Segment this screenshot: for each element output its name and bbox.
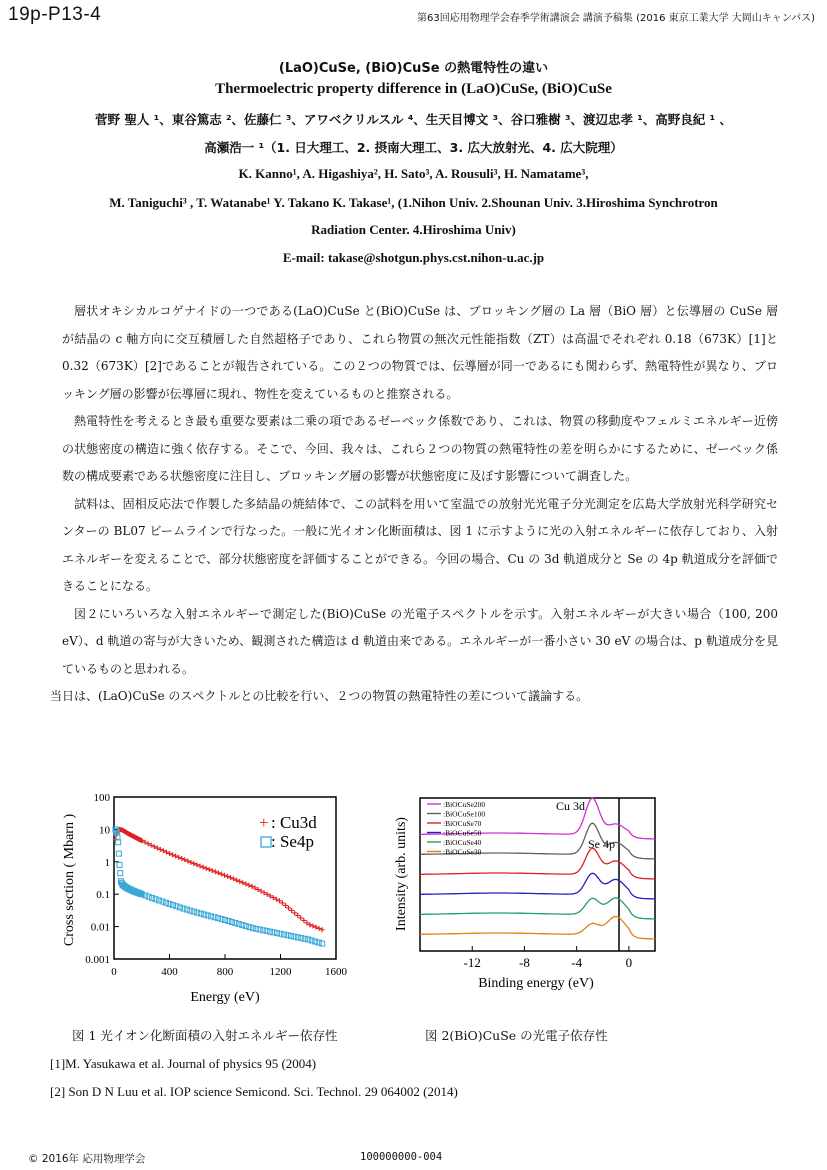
fig1-cu3d-point — [286, 905, 291, 910]
fig1-cu3d-point — [289, 908, 294, 913]
fig1-cu3d-point — [283, 903, 288, 908]
fig2-y-axis-label: Intensity (arb. units) — [394, 817, 409, 931]
fig2-legend-label: :BiOCuSe40 — [443, 838, 482, 847]
authors-english-line2: M. Taniguchi³ , T. Watanabe¹ Y. Takano K. Takase¹, (1.Nihon Univ. 2.Shounan Univ. 3.Hiroshima Synchrotron — [109, 195, 718, 210]
fig2-x-tick-label: -4 — [571, 955, 583, 970]
fig1-y-tick-label: 0.001 — [85, 954, 110, 966]
fig2-legend-label: :BiOCuSe100 — [443, 809, 486, 819]
figure2-caption: 図 2(BiO)CuSe の光電子依存性 — [425, 1028, 608, 1043]
reference-2: [2] Son D N Luu et al. IOP science Semicond. Sci. Technol. 29 064002 (2014) — [50, 1084, 458, 1099]
fig1-x-tick-label: 800 — [216, 966, 234, 978]
fig1-cu3d-point — [295, 913, 300, 918]
fig1-y-tick-label: 0.1 — [96, 889, 110, 902]
fig1-cu3d-point — [213, 869, 218, 874]
fig1-legend-cu-marker: + — [259, 813, 269, 832]
fig2-legend-label: :BiOCuSe30 — [443, 847, 482, 857]
authors-english-line1: K. Kanno¹, A. Higashiya², H. Sato³, A. Rousuli³, H. Namatame³, — [238, 166, 589, 181]
reference-1: [1]M. Yasukawa et al. Journal of physics 95 (2004) — [50, 1056, 317, 1071]
fig2-x-axis-label: Binding energy (eV) — [478, 976, 594, 991]
fig1-legend-cu-label: : Cu3d — [271, 813, 317, 832]
fig2-legend-label: :BiOCuSe70 — [443, 819, 482, 828]
fig2-legend-label: :BiOCuSe50 — [443, 828, 482, 838]
authors-japanese-line2: 高瀬浩一 ¹（1. 日大理工、2. 摂南大理工、3. 広大放射光、4. 広大院理） — [204, 140, 623, 155]
footer-copyright: © 2016年 応用物理学会 — [28, 1153, 146, 1165]
fig1-se4p-point — [118, 871, 123, 876]
fig1-se4p-point — [116, 851, 121, 856]
fig1-se4p-point — [146, 894, 151, 899]
fig1-y-tick-label: 100 — [93, 792, 110, 804]
fig1-legend-se-marker — [261, 837, 271, 847]
fig1-x-tick-label: 0 — [111, 966, 117, 978]
fig2-x-tick-label: 0 — [625, 955, 633, 970]
fig1-cu3d-point — [210, 868, 215, 873]
fig2-annotation-cu3d: Cu 3d — [556, 799, 586, 813]
figure1-cross-section-chart — [55, 785, 365, 1010]
fig1-x-tick-label: 1600 — [325, 966, 347, 978]
fig1-x-tick-label: 1200 — [269, 966, 292, 978]
paragraph-1: 層状オキシカルコゲナイドの一つである(LaO)CuSe と(BiO)CuSe は、ブロッキング層の La 層（BiO 層）と伝導層の CuSe 層が結晶の c 軸方向に交互積層した自然超格子であり、これら物質の無次元性能指数（ZT）は高温でそれぞれ 0.18（673K）[1]と 0.32（673K）[2]であることが報告されている。この２つの物質では、伝導層が同一であるにも関わらず、熱電特性が異なり、ブロッキング層の影響が伝導層に現れ、物性を変えているものと推察される。 — [62, 304, 778, 401]
fig1-cu3d-point — [198, 863, 203, 868]
fig1-x-axis-label: Energy (eV) — [190, 990, 260, 1005]
abstract-body — [50, 298, 778, 711]
fig1-y-tick-label: 10 — [99, 824, 110, 837]
fig2-x-tick-label: -8 — [519, 955, 530, 970]
fig1-cu3d-point — [298, 915, 303, 920]
fig1-cu3d-point — [207, 867, 212, 872]
fig1-legend-se-label: : Se4p — [271, 832, 314, 851]
authors-japanese-line1: 菅野 聖人 ¹、東谷篤志 ²、佐藤仁 ³、アワベクリルスル ⁴、生天目博文 ³、谷口雅樹 ³、渡辺忠孝 ¹、高野良紀 ¹ 、 — [95, 112, 732, 127]
presentation-code: 19p-P13-4 — [8, 4, 102, 25]
paragraph-2: 熱電特性を考えるとき最も重要な要素は二乗の項であるゼーベック係数であり、これは、物質の移動度やフェルミエネルギー近傍の状態密度の構造に強く依存する。そこで、今回、我々は、これら２つの物質の熱電特性の差を明らかにするために、ゼーベック係数の構成要素である状態密度に注目し、ブロッキング層の影響が状態密度に及ぼす影響について調査した。 — [62, 414, 778, 483]
fig1-cu3d-point — [201, 865, 206, 870]
authors-english-line3: Radiation Center. 4.Hiroshima Univ) — [311, 222, 516, 237]
paragraph-5: 当日は、(LaO)CuSe のスペクトルとの比較を行い、２つの物質の熱電特性の差について議論する。 — [50, 689, 589, 703]
fig1-se4p-point — [116, 840, 121, 845]
figure2-photoemission-spectra — [390, 790, 665, 1000]
fig2-legend-label: :BiOCuSe200 — [443, 800, 486, 809]
fig1-cu3d-point — [301, 918, 306, 923]
fig1-cu3d-point — [219, 872, 224, 877]
fig1-y-tick-label: 1 — [104, 856, 110, 869]
paragraph-4: 図２にいろいろな入射エネルギーで測定した(BiO)CuSe の光電子スペクトルを示す。入射エネルギーが大きい場合（100, 200 eV）、d 軌道の寄与が大きいため、観測された構造は d 軌道由来である。エネルギーが一番小さい 30 eV の場合は、p 軌道成分を見ているものと思われる。 — [62, 606, 778, 676]
title-japanese: (LaO)CuSe, (BiO)CuSe の熱電特性の違い — [278, 61, 549, 76]
fig1-se4p-point — [117, 862, 122, 867]
fig1-se4p-point — [150, 895, 155, 900]
fig2-x-tick-label: -12 — [463, 955, 481, 970]
footer-document-id: 100000000-004 — [360, 1151, 443, 1163]
fig1-cu3d-point — [216, 870, 221, 875]
figure1-caption: 図 1 光イオン化断面積の入射エネルギー依存性 — [72, 1028, 338, 1043]
fig1-x-tick-label: 400 — [161, 966, 178, 978]
fig2-annotation-se4p: Se 4p — [588, 837, 615, 851]
title-english: Thermoelectric property difference in (LaO)CuSe, (BiO)CuSe — [215, 81, 612, 97]
fig1-y-tick-label: 0.01 — [90, 921, 110, 934]
conference-header: 第63回応用物理学会春季学術講演会 講演予稿集 (2016 東京工業大学 大岡山キャンパス) — [417, 13, 815, 24]
author-email: E-mail: takase@shotgun.phys.cst.nihon-u.ac.jp — [282, 250, 545, 265]
fig1-cu3d-point — [204, 866, 209, 871]
paragraph-3: 試料は、固相反応法で作製した多結晶の焼結体で、この試料を用いて室温での放射光光電子分光測定を広島大学放射光科学研究センターの BL07 ビームラインで行なった。一般に光イオン化断面積は、図 1 に示すように光の入射エネルギーに依存しており、入射エネルギーを変えることで、部分状態密度を評価することができる。今回の場合、Cu の 3d 軌道成分と Se の 4p 軌道成分を評価できることになる。 — [62, 496, 778, 593]
fig1-y-axis-label: Cross section ( Mbarn ) — [62, 813, 77, 947]
fig1-cu3d-point — [292, 910, 297, 915]
